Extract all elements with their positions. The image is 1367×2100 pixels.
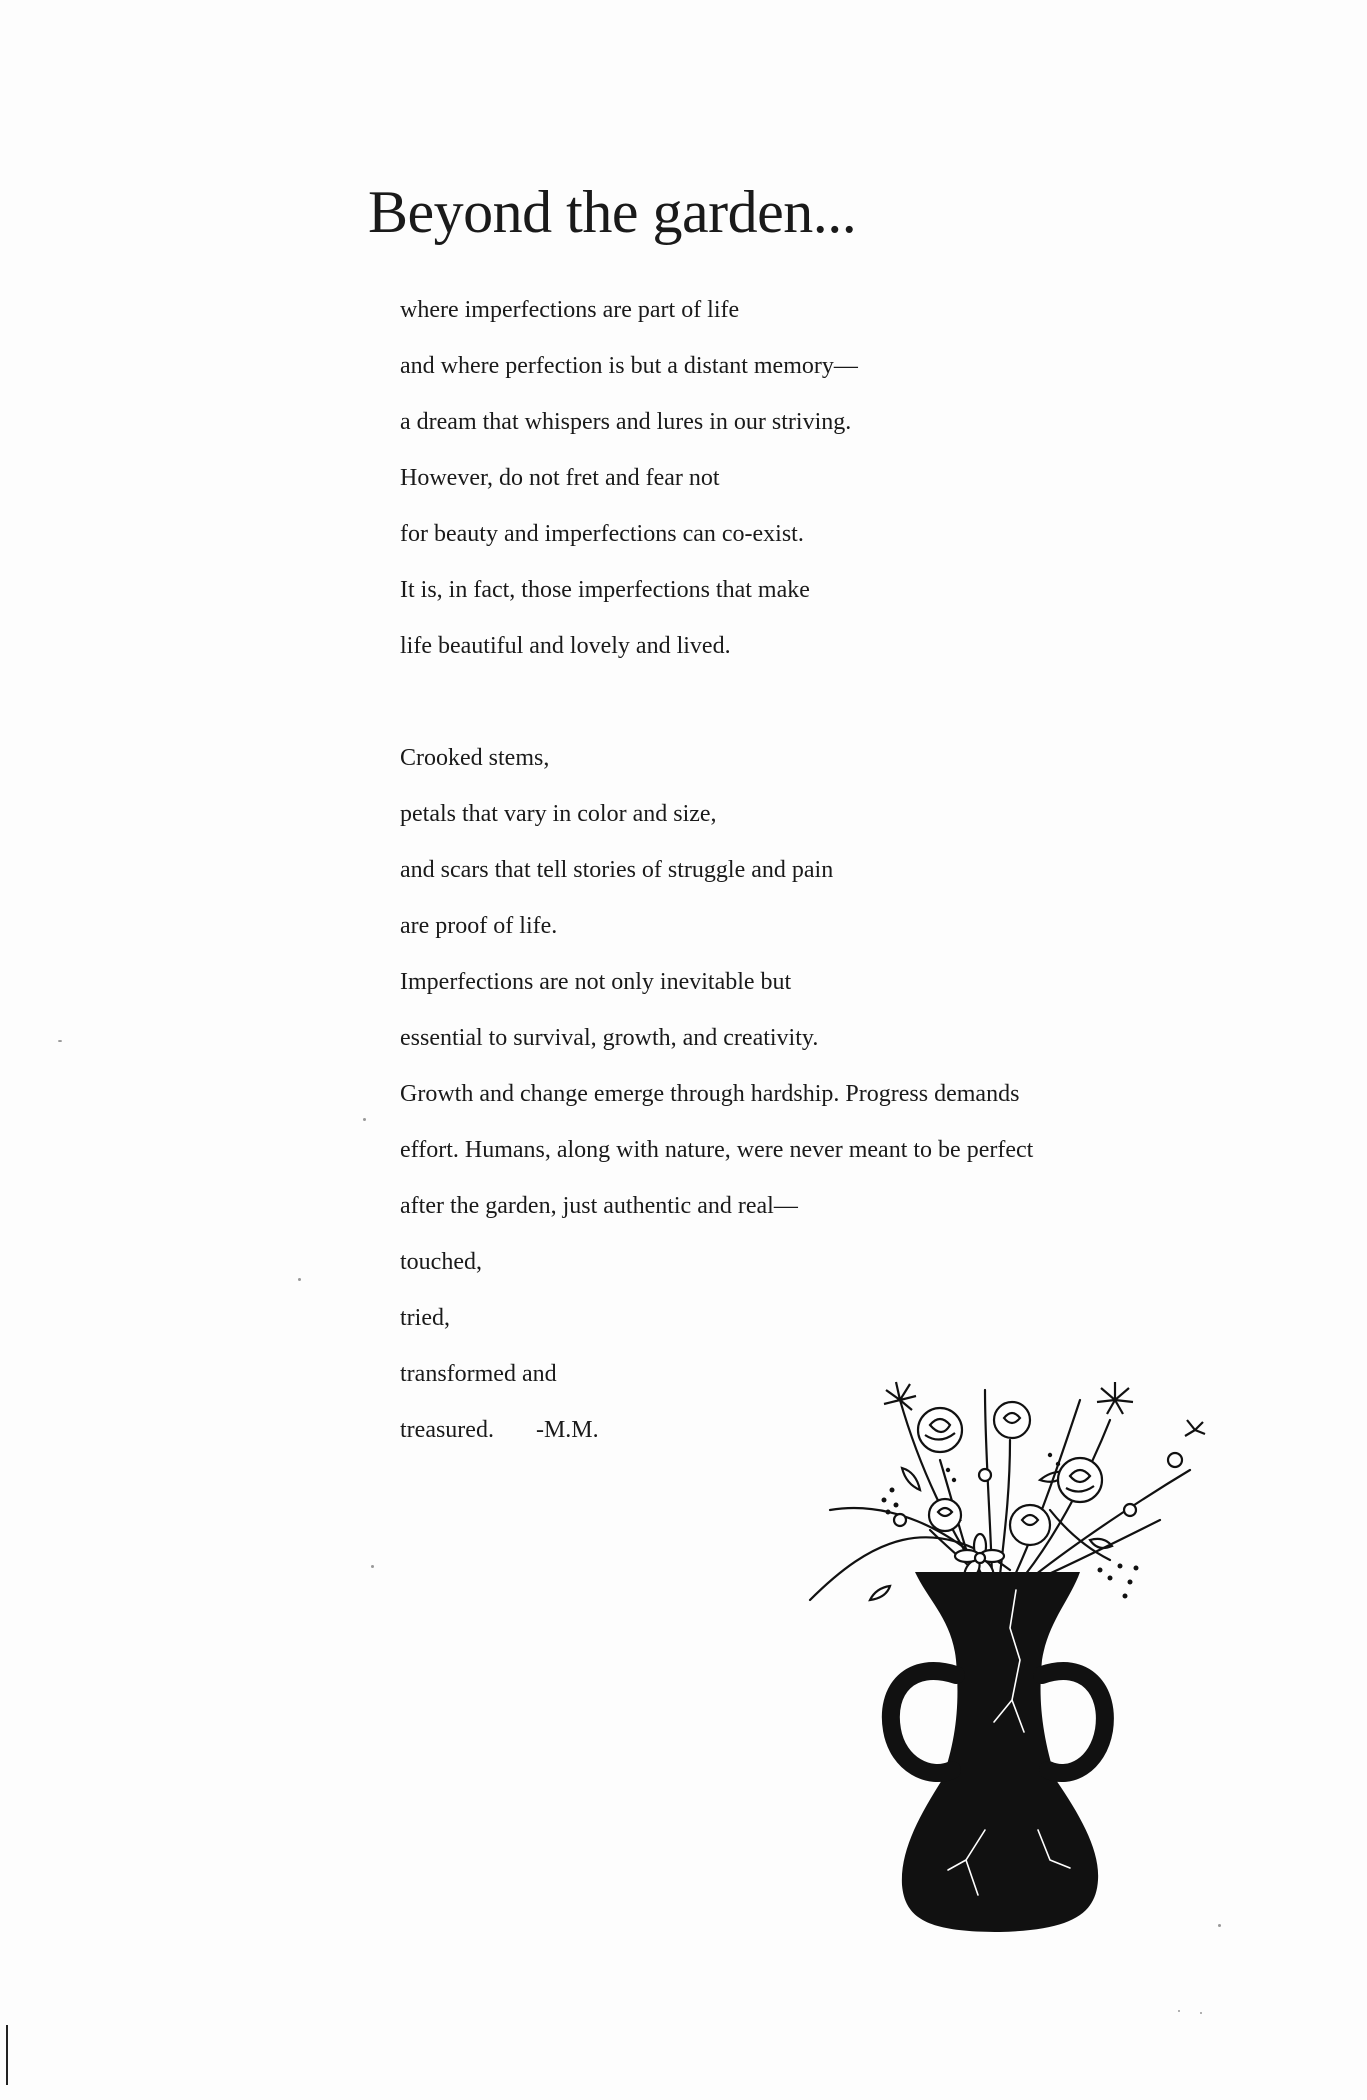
- poem-line: effort. Humans, along with nature, were never meant to be perfect: [400, 1137, 1034, 1163]
- poem-line: tried,: [400, 1305, 450, 1331]
- poem-line: are proof of life.: [400, 913, 558, 939]
- poem-line: where imperfections are part of life: [400, 297, 740, 323]
- scan-speck: [58, 1040, 62, 1042]
- poem-line: essential to survival, growth, and creativity.: [400, 1025, 819, 1051]
- scan-speck: [1178, 2010, 1180, 2012]
- poem-line: Imperfections are not only inevitable but: [400, 969, 792, 995]
- poem-line: life beautiful and lovely and lived.: [400, 633, 731, 659]
- scan-edge-mark: [6, 2025, 8, 2085]
- scan-speck: [1218, 1924, 1221, 1927]
- poem-line: a dream that whispers and lures in our striving.: [400, 409, 852, 435]
- scan-speck: [371, 1565, 374, 1568]
- scan-speck: [298, 1278, 301, 1281]
- stanza-2: [400, 730, 1180, 1458]
- scan-speck: [363, 1118, 366, 1121]
- poem-line: touched,: [400, 1249, 482, 1275]
- poem-line: It is, in fact, those imperfections that make: [400, 577, 810, 603]
- poem-line: and scars that tell stories of struggle and pain: [400, 857, 834, 883]
- poem-line: for beauty and imperfections can co-exist.: [400, 521, 804, 547]
- closing-word: treasured.: [400, 1417, 494, 1443]
- vase-with-flowers-illustration: [780, 1360, 1220, 1940]
- poem-line: However, do not fret and fear not: [400, 465, 720, 491]
- poem-line: Growth and change emerge through hardship. Progress demands: [400, 1081, 1020, 1107]
- poem-line: after the garden, just authentic and real—: [400, 1193, 798, 1219]
- stanza-break: [400, 674, 1180, 730]
- poem-title: Beyond the garden...: [368, 179, 857, 245]
- poem-line: petals that vary in color and size,: [400, 801, 717, 827]
- poem-body: [400, 282, 1180, 1458]
- scan-speck: [1200, 2012, 1202, 2014]
- author-signature: -M.M.: [535, 1417, 599, 1443]
- poem-line: transformed and: [400, 1361, 557, 1387]
- stanza-1: [400, 282, 1180, 674]
- poem-line: and where perfection is but a distant memory—: [400, 353, 858, 379]
- poem-line: Crooked stems,: [400, 745, 550, 771]
